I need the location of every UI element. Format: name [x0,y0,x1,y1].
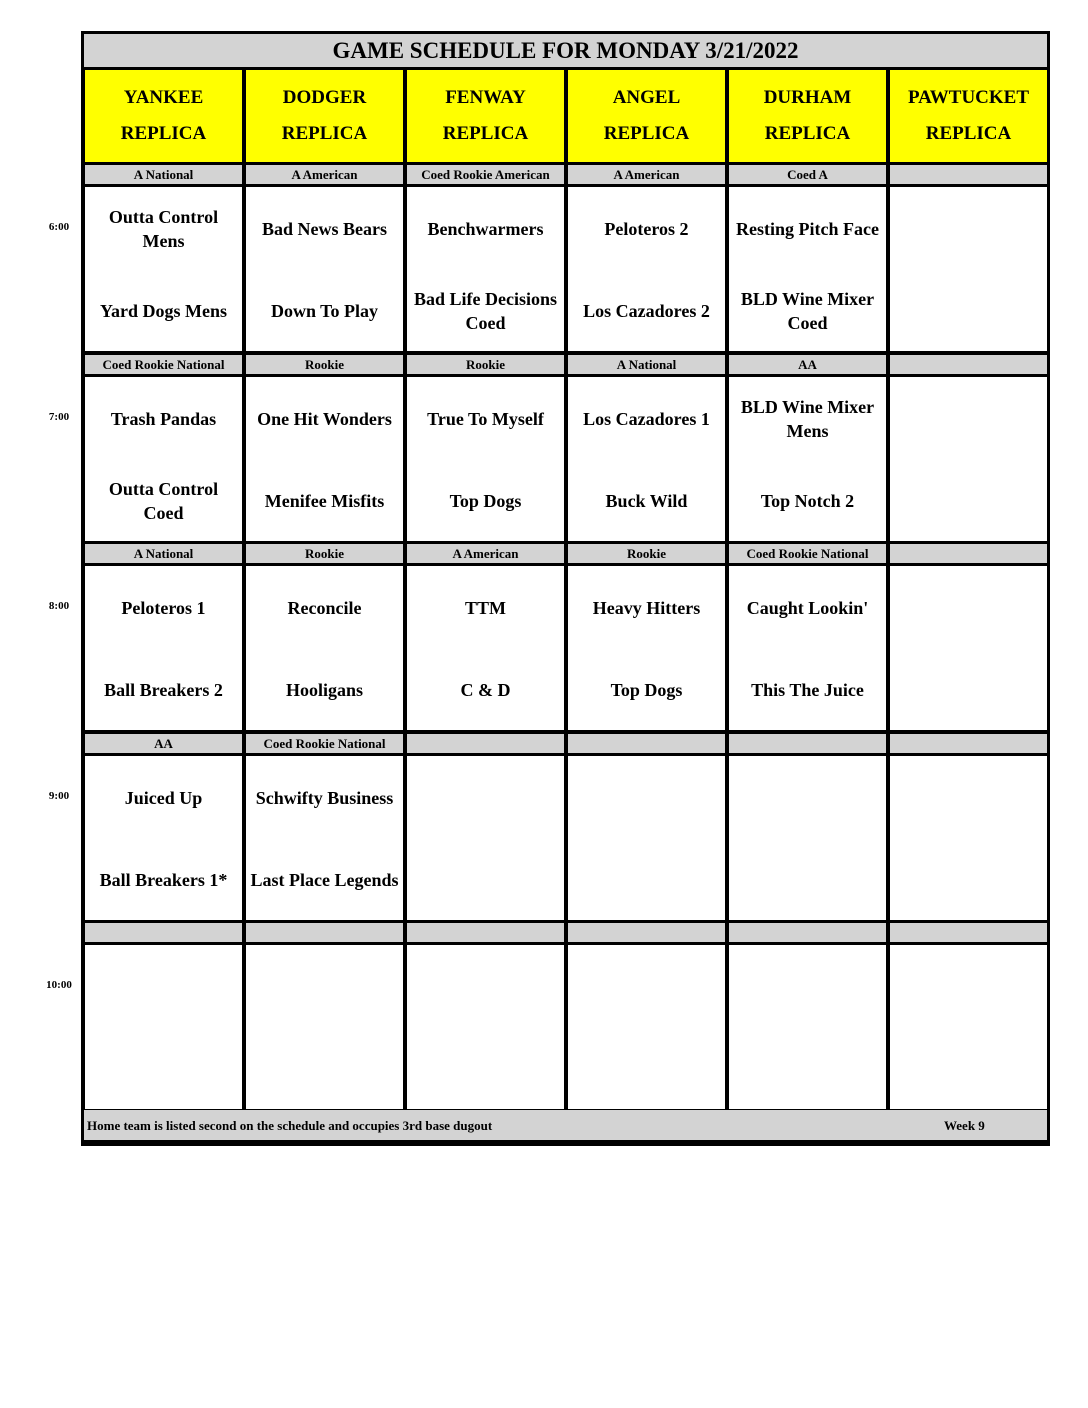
home-team: Ball Breakers 1* [99,870,228,890]
game-cell[interactable] [85,566,242,730]
home-team [407,1031,564,1107]
away-team: TTM [464,598,506,618]
away-team [568,949,725,1025]
home-team: Yard Dogs Mens [99,301,227,321]
home-team [729,842,886,918]
home-team: Down To Play [270,301,379,321]
home-team [407,842,564,918]
game-cell[interactable] [85,945,242,1109]
game-cell[interactable] [568,187,725,351]
division-label: Coed Rookie National [729,544,886,563]
field-subtitle: REPLICA [442,123,529,144]
away-team: Resting Pitch Face [736,219,879,239]
game-cell[interactable] [407,187,564,351]
home-team: Buck Wild [605,491,688,511]
division-label: Rookie [568,544,725,563]
home-team: Top Dogs [449,491,522,511]
home-team: Ball Breakers 2 [104,680,223,700]
time-label: 6:00 [48,221,70,233]
division-label: A National [85,544,242,563]
away-team: Peloteros 1 [121,598,206,618]
field-header-pawtucket [890,70,1047,162]
home-team [890,1031,1047,1107]
home-team: Outta Control Coed [108,479,219,523]
home-team [890,273,1047,349]
week-label: Week 9 [944,1118,985,1133]
field-name: FENWAY [445,87,526,108]
division-label: A National [568,355,725,374]
field-subtitle: REPLICA [925,123,1012,144]
away-team: Juiced Up [124,788,203,808]
home-team: Menifee Misfits [264,491,385,511]
home-team [246,1031,403,1107]
game-cell[interactable] [729,756,886,920]
away-team [890,191,1047,267]
division-label: Coed Rookie National [85,355,242,374]
game-cell[interactable] [407,756,564,920]
away-team [407,949,564,1025]
away-team: Peloteros 2 [604,219,689,239]
game-cell[interactable] [890,377,1047,541]
home-team [85,1031,242,1107]
time-label: 10:00 [46,979,72,991]
game-cell[interactable] [729,377,886,541]
division-label: A American [246,165,403,184]
game-cell[interactable] [568,756,725,920]
away-team [407,760,564,836]
field-header-yankee [85,70,242,162]
field-subtitle: REPLICA [764,123,851,144]
away-team [890,760,1047,836]
division-label: Rookie [246,544,403,563]
field-header-dodger [246,70,403,162]
away-team: True To Myself [427,409,544,429]
game-cell[interactable] [246,377,403,541]
division-label: Coed Rookie American [407,165,564,184]
away-team: Trash Pandas [110,409,217,429]
division-label: Rookie [246,355,403,374]
division-label: Rookie [407,355,564,374]
game-cell[interactable] [85,756,242,920]
game-cell[interactable] [407,945,564,1109]
away-team [890,381,1047,457]
game-cell[interactable] [85,377,242,541]
home-team: Hooligans [285,680,364,700]
division-label [568,734,725,753]
away-team: Benchwarmers [427,219,544,239]
game-cell[interactable] [246,566,403,730]
home-team: This The Juice [751,680,864,700]
away-team: Heavy Hitters [592,598,701,618]
division-label: AA [729,355,886,374]
field-name: PAWTUCKET [907,87,1030,108]
away-team: One Hit Wonders [257,409,392,429]
field-header-durham [729,70,886,162]
away-team: Schwifty Business [255,788,394,808]
game-cell[interactable] [729,566,886,730]
division-label [407,734,564,753]
game-cell[interactable] [568,566,725,730]
game-cell[interactable] [246,945,403,1109]
away-team: Bad News Bears [262,219,387,239]
away-team [568,760,725,836]
field-subtitle: REPLICA [120,123,207,144]
game-cell[interactable] [246,756,403,920]
away-team [246,949,403,1025]
away-team: Caught Lookin' [746,598,869,618]
division-label [85,923,242,942]
home-team [890,842,1047,918]
home-team: BLD Wine Mixer Coed [740,289,875,333]
division-label: Coed Rookie National [246,734,403,753]
home-team [890,463,1047,539]
field-name: DURHAM [763,87,852,108]
division-label [407,923,564,942]
game-cell[interactable] [246,187,403,351]
division-label [246,923,403,942]
division-label [890,355,1047,374]
division-label [890,734,1047,753]
game-cell[interactable] [729,945,886,1109]
game-cell[interactable] [890,566,1047,730]
away-team: Reconcile [287,598,362,618]
home-team [729,1031,886,1107]
away-team [729,760,886,836]
time-label: 8:00 [48,600,70,612]
field-name: DODGER [282,87,367,108]
home-team: Last Place Legends [250,870,399,890]
time-label: 7:00 [48,411,70,423]
home-team [568,842,725,918]
away-team: BLD Wine Mixer Mens [740,397,875,441]
schedule-footer [84,1110,1047,1140]
game-cell[interactable] [568,945,725,1109]
field-subtitle: REPLICA [281,123,368,144]
away-team [729,949,886,1025]
page-title: GAME SCHEDULE FOR MONDAY 3/21/2022 [84,34,1047,67]
field-header-angel [568,70,725,162]
footer-note: Home team is listed second on the schedule and occupies 3rd base dugout [87,1118,493,1133]
home-team: C & D [460,680,511,700]
home-team [890,652,1047,728]
field-name: YANKEE [123,87,204,108]
away-team [85,949,242,1025]
away-team [890,949,1047,1025]
game-cell[interactable] [890,945,1047,1109]
game-cell[interactable] [568,377,725,541]
away-team [890,570,1047,646]
division-label: A American [568,165,725,184]
division-label: Coed A [729,165,886,184]
away-team: Outta Control Mens [108,207,219,251]
game-cell[interactable] [729,187,886,351]
division-label [890,165,1047,184]
game-cell[interactable] [407,377,564,541]
division-label [568,923,725,942]
game-cell[interactable] [407,566,564,730]
schedule-table [81,31,1050,1146]
game-cell[interactable] [890,756,1047,920]
home-team: Top Notch 2 [760,491,855,511]
field-name: ANGEL [612,87,681,108]
home-team: Los Cazadores 2 [583,301,710,321]
division-label [890,923,1047,942]
game-cell[interactable] [890,187,1047,351]
home-team: Bad Life Decisions Coed [413,289,557,333]
game-cell[interactable] [85,187,242,351]
field-subtitle: REPLICA [603,123,690,144]
division-label: AA [85,734,242,753]
away-team: Los Cazadores 1 [583,409,710,429]
division-label [729,734,886,753]
division-label: A American [407,544,564,563]
home-team [568,1031,725,1107]
time-label: 9:00 [48,790,70,802]
field-header-fenway [407,70,564,162]
home-team: Top Dogs [610,680,683,700]
division-label: A National [85,165,242,184]
division-label [729,923,886,942]
division-label [890,544,1047,563]
